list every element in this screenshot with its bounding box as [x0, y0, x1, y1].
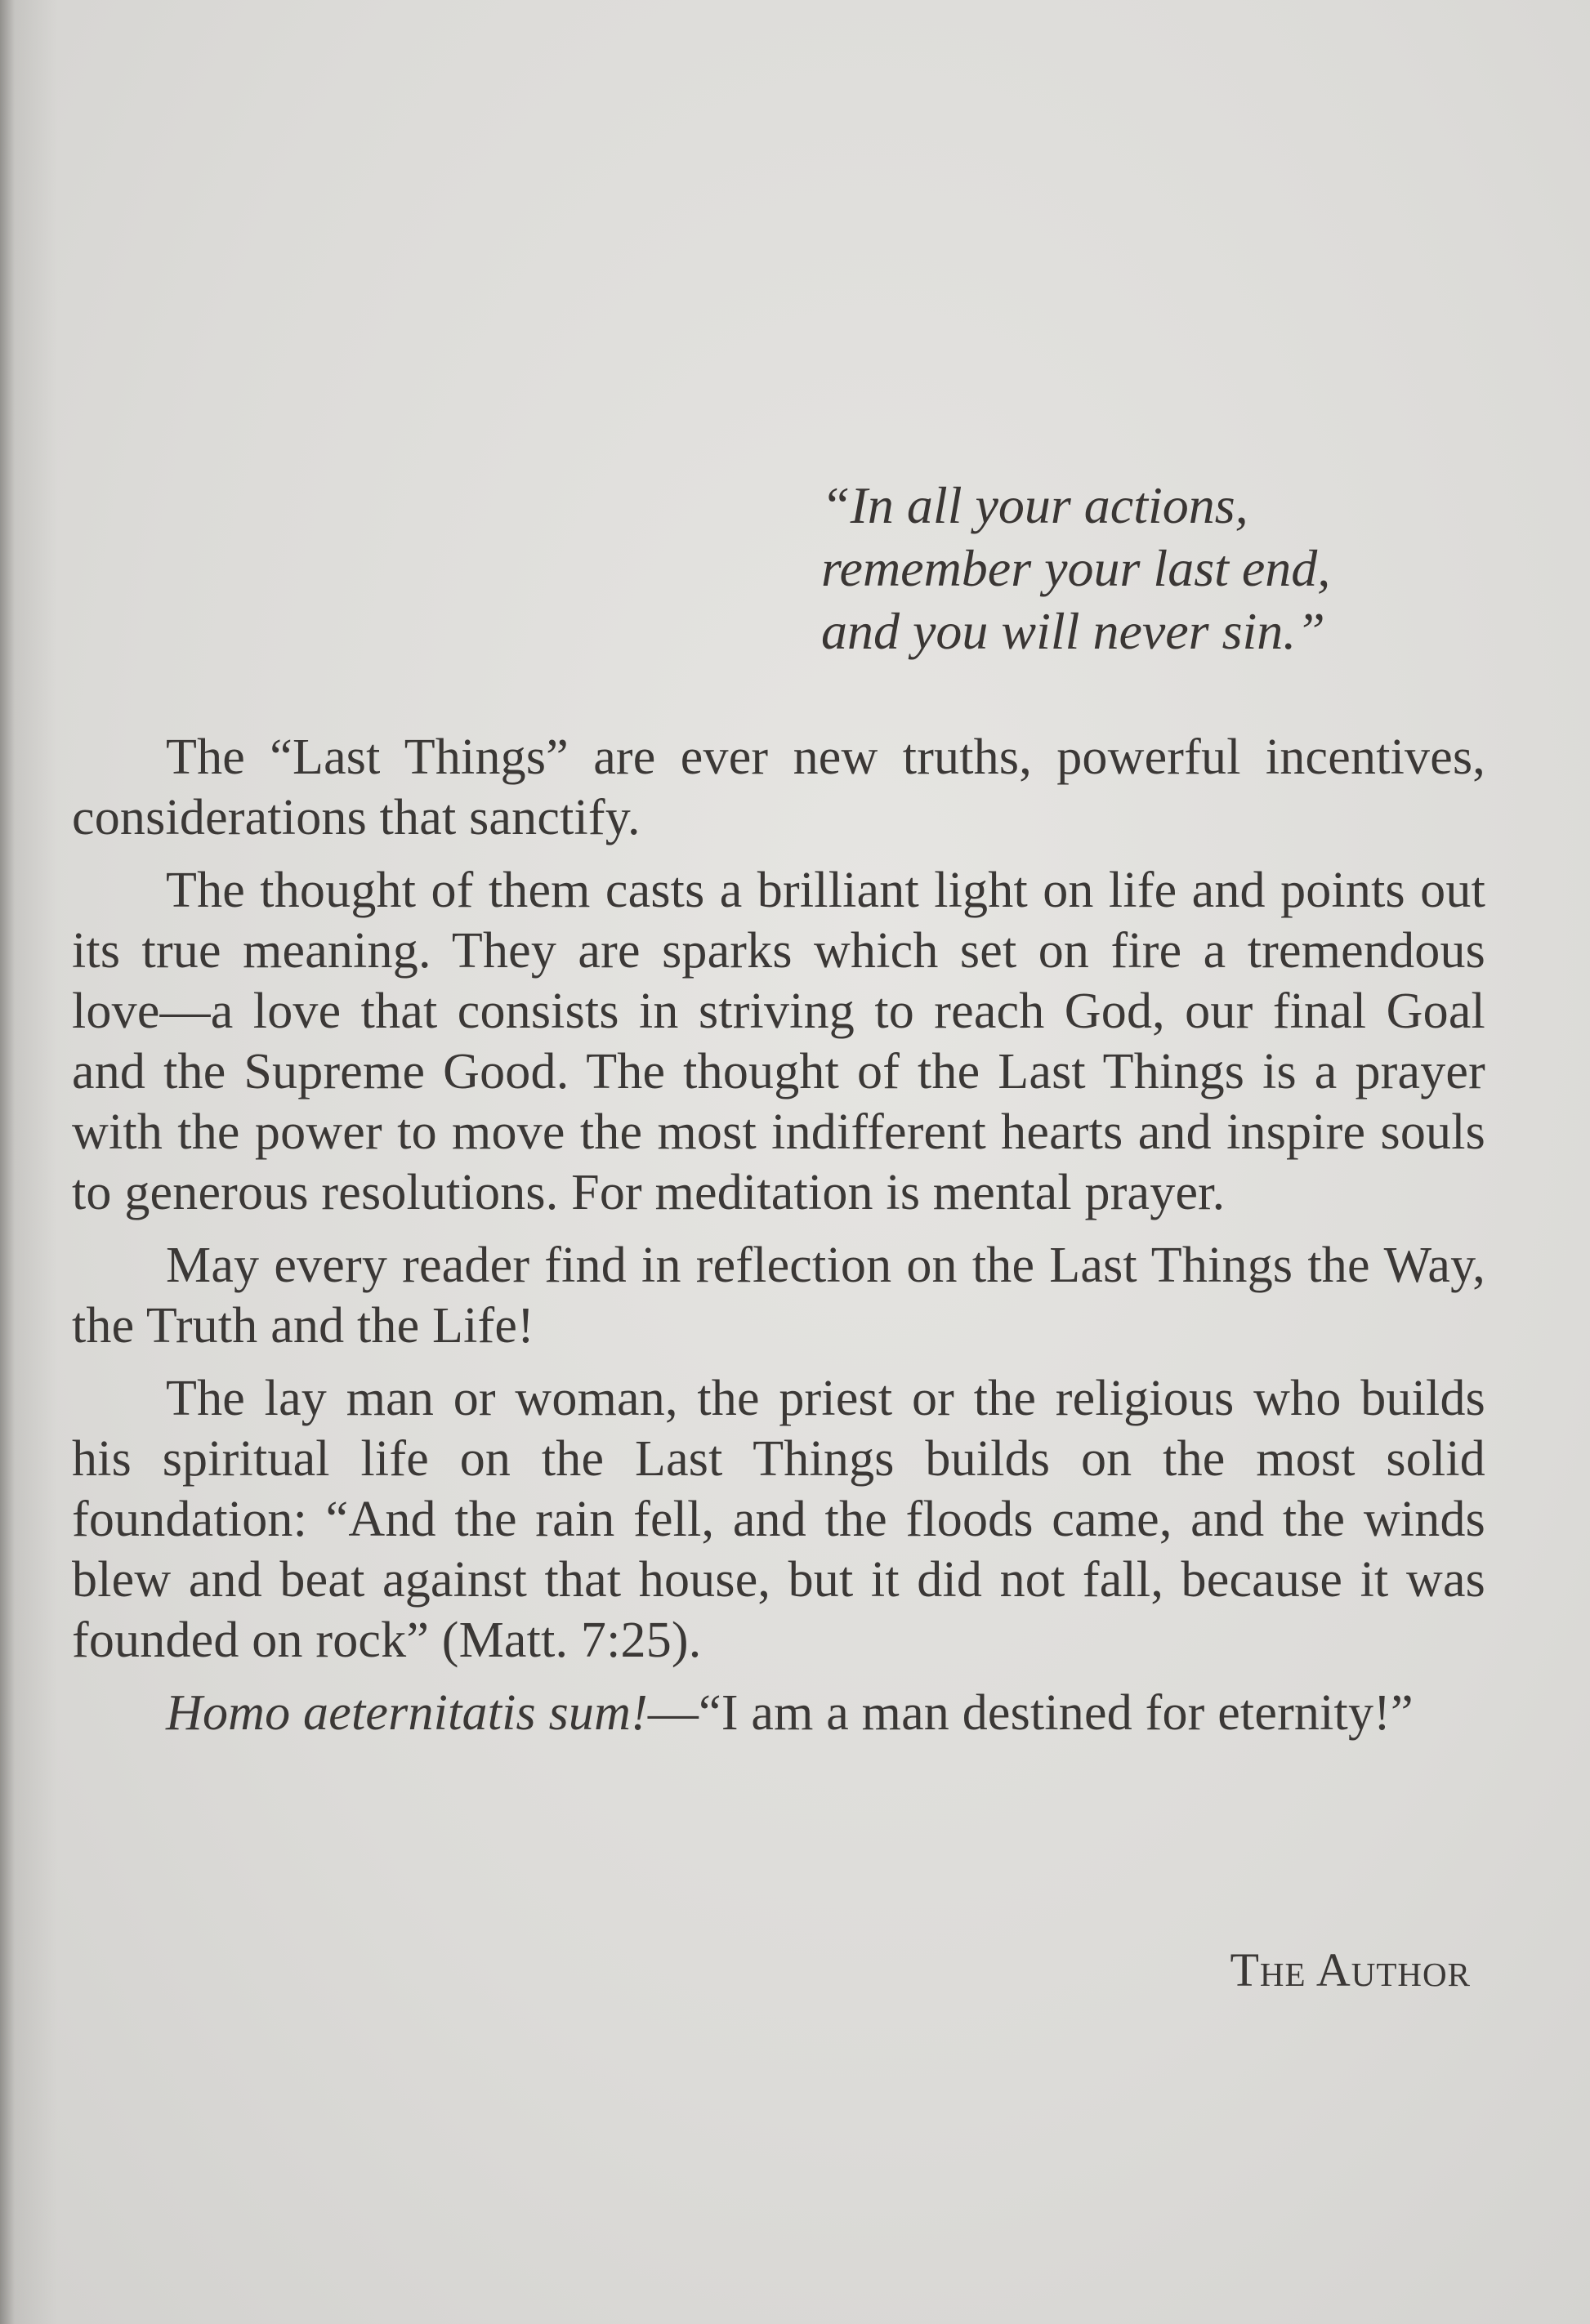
author-signature: The Author [1230, 1943, 1471, 1996]
closing-translation: —“I am a man destined for eternity!” [647, 1685, 1414, 1741]
epigraph-quote [821, 474, 1491, 662]
latin-phrase: Homo aeternitatis sum! [166, 1685, 648, 1741]
closing-paragraph [72, 1683, 1485, 1743]
paragraph: The lay man or woman, the priest or the religious who builds his spiritual life on the Last Things builds on the most solid foundation: “And the rain fell, and the floods came, and the winds blew and beat against that house, but it did not fall, because it was founded on rock” (Matt. 7:25). [72, 1371, 1485, 1668]
epigraph-line: “In all your actions, [821, 476, 1248, 534]
epigraph-line: remember your last end, [821, 539, 1331, 597]
paragraph: The thought of them casts a brilliant light on life and points out its true meaning. They are sparks which set on fire a tremendous love—a love that consists in striving to reach God, our final Goal and the Supreme Good. The thought of the Last Things is a prayer with the power to move the most indifferent hearts and inspire souls to generous resolutions. For meditation is mental prayer. [72, 863, 1485, 1220]
epigraph-line: and you will never sin.” [821, 602, 1325, 660]
paragraph: May every reader find in reflection on the Last Things the Way, the Truth and the Life! [72, 1238, 1485, 1354]
paragraph: The “Last Things” are ever new truths, powerful incentives, considerations that sanctify. [72, 729, 1485, 845]
foreword-body [72, 727, 1485, 1755]
